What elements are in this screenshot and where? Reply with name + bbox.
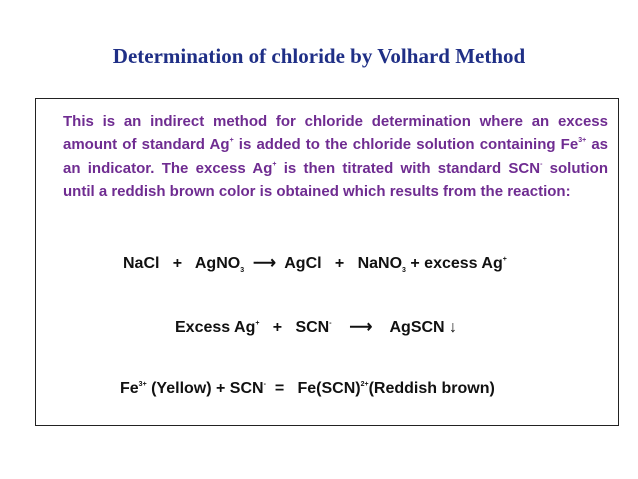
eq3-sup-b: - — [263, 380, 266, 388]
eq1-sup-c: + — [502, 255, 507, 263]
eq3-sup-a: 3+ — [138, 380, 147, 388]
ag-charge-1: + — [229, 137, 234, 145]
eq1-sub-a: 3 — [240, 267, 245, 275]
eq2-sup-a: + — [255, 319, 260, 327]
eq2-sup-b: - — [329, 319, 332, 327]
desc-text-5: solution until a reddish brown color is obtained which results from the reaction: — [63, 159, 609, 201]
desc-text-1: This is an indirect method for chloride determination where an excess amount of standard Ag — [63, 113, 608, 154]
desc-text-4: is then titrated with standard SCN — [276, 159, 541, 177]
eq3-part-a: Fe — [120, 380, 139, 397]
eq2-part-c: ⟶ AgSCN ↓ — [331, 319, 458, 336]
eq1-part-c: + excess Ag — [405, 255, 503, 272]
equation-back-titration — [175, 317, 457, 337]
eq3-sup-c: 2+ — [360, 380, 369, 388]
eq1-sub-b: 3 — [402, 267, 406, 275]
desc-text-2: is added to the chloride solution containing Fe — [233, 136, 579, 154]
eq3-part-c: = Fe(SCN) — [265, 380, 361, 397]
method-description — [63, 110, 608, 204]
eq1-part-a: NaCl + AgNO — [123, 255, 241, 272]
page-title: Determination of chloride by Volhard Method — [112, 44, 526, 68]
eq2-part-b: + SCN — [259, 319, 330, 336]
equation-precipitation — [123, 253, 507, 273]
eq1-part-b: ⟶ AgCl + NaNO — [244, 255, 403, 272]
fe-charge: 3+ — [578, 137, 587, 145]
equation-indicator — [120, 380, 495, 398]
ag-charge-2: + — [272, 160, 277, 168]
desc-text-3: as an indicator. The excess Ag — [63, 136, 609, 177]
scn-charge: - — [540, 160, 543, 168]
eq2-part-a: Excess Ag — [175, 319, 256, 336]
eq3-part-d: (Reddish brown) — [368, 380, 495, 397]
eq3-part-b: (Yellow) + SCN — [146, 380, 264, 397]
